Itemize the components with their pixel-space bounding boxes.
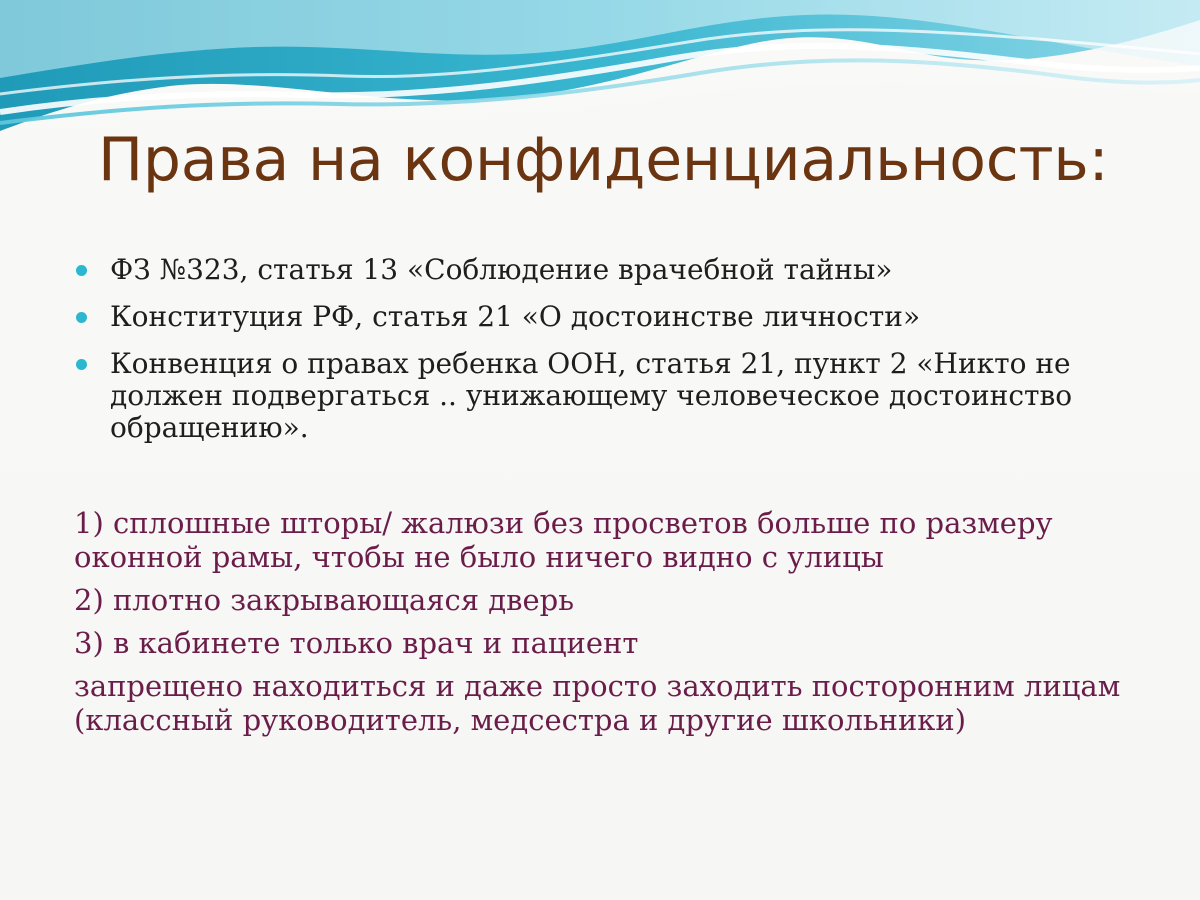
bullet-dot-icon (76, 312, 87, 323)
notes-section (74, 506, 1164, 746)
bullet-text: Конвенция о правах ребенка ООН, статья 21, пункт 2 «Никто не должен подвергаться .. унижающему человеческое достоинство обращению». (110, 347, 1073, 444)
note-item-1: 1) сплошные шторы/ жалюзи без просветов больше по размеру оконной рамы, чтобы не было ничего видно с улицы (74, 506, 1053, 574)
bullet-list (74, 254, 1154, 459)
bullet-item (74, 348, 1154, 444)
bullet-item (74, 254, 1154, 286)
bullet-dot-icon (76, 265, 87, 276)
note-item-2: 2) плотно закрывающаяся дверь (74, 583, 574, 617)
bullet-text: Конституция РФ, статья 21 «О достоинстве личности» (110, 300, 921, 333)
bullet-dot-icon (76, 359, 87, 370)
note-item-3: 3) в кабинете только врач и пациент (74, 626, 639, 660)
slide-title: Права на конфиденциальность: (98, 125, 1109, 195)
bullet-item (74, 301, 1154, 333)
bullet-text: ФЗ №323, статья 13 «Соблюдение врачебной тайны» (110, 253, 893, 286)
note-item-4: запрещено находиться и даже просто заходить посторонним лицам (классный руководитель, медсестра и другие школьники) (74, 669, 1121, 737)
